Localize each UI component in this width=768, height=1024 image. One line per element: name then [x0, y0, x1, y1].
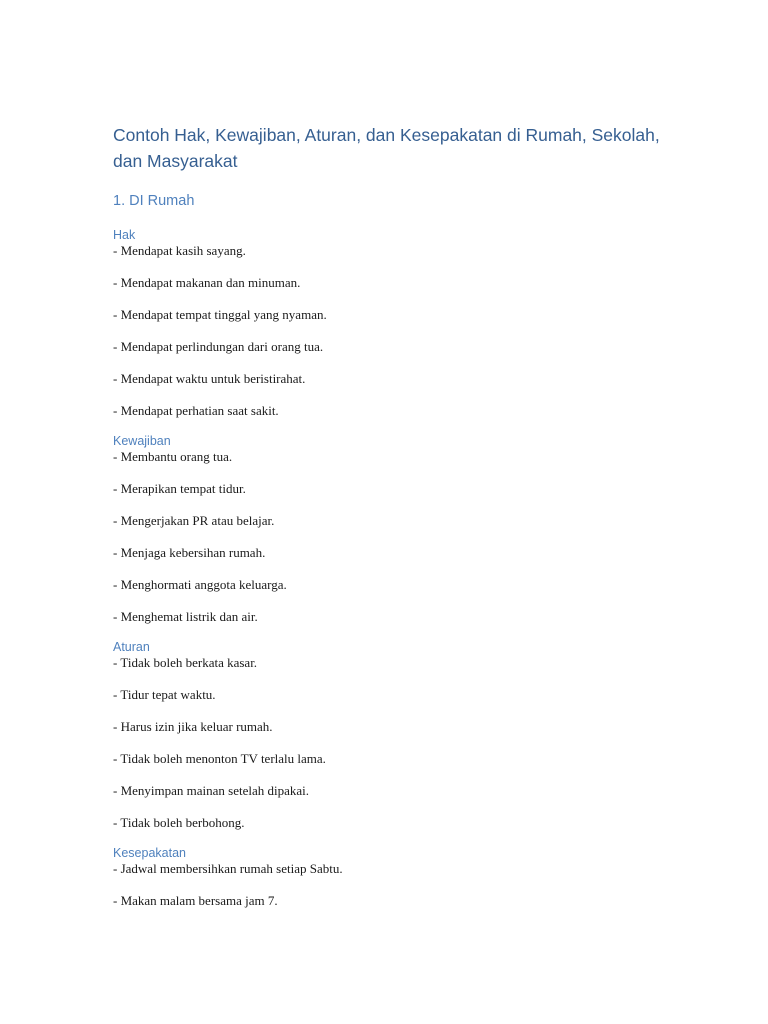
group-hak — [113, 227, 693, 419]
list-item: - Tidak boleh menonton TV terlalu lama. — [113, 751, 326, 766]
list-item: - Mendapat waktu untuk beristirahat. — [113, 371, 306, 386]
section-heading-di-rumah: 1. DI Rumah — [113, 193, 195, 209]
list-item: - Jadwal membersihkan rumah setiap Sabtu. — [113, 861, 343, 876]
list-item: - Tidak boleh berkata kasar. — [113, 655, 258, 670]
group-heading-aturan: Aturan — [113, 640, 150, 654]
list-item: - Menghemat listrik dan air. — [113, 609, 258, 624]
list-item: - Mengerjakan PR atau belajar. — [113, 513, 275, 528]
list-item: - Mendapat makanan dan minuman. — [113, 275, 301, 290]
list-item: - Mendapat kasih sayang. — [113, 243, 246, 258]
list-item: - Merapikan tempat tidur. — [113, 481, 246, 496]
list-item: - Menyimpan mainan setelah dipakai. — [113, 783, 310, 798]
list-kesepakatan — [113, 861, 693, 909]
document-title: Contoh Hak, Kewajiban, Aturan, dan Kesepakatan di Rumah, Sekolah, dan Masyarakat — [113, 125, 660, 171]
list-item: - Harus izin jika keluar rumah. — [113, 719, 273, 734]
list-item: - Tidur tepat waktu. — [113, 687, 216, 702]
group-kewajiban — [113, 433, 693, 625]
list-item: - Mendapat perhatian saat sakit. — [113, 403, 279, 418]
group-aturan — [113, 639, 693, 831]
group-heading-kewajiban: Kewajiban — [113, 434, 171, 448]
group-heading-kesepakatan: Kesepakatan — [113, 846, 186, 860]
list-kewajiban — [113, 449, 693, 625]
group-heading-hak: Hak — [113, 228, 136, 242]
document-page — [113, 122, 693, 909]
list-aturan — [113, 655, 693, 831]
list-item: - Mendapat perlindungan dari orang tua. — [113, 339, 324, 354]
list-item: - Menjaga kebersihan rumah. — [113, 545, 266, 560]
group-kesepakatan — [113, 845, 693, 909]
list-item: - Tidak boleh berbohong. — [113, 815, 245, 830]
list-hak — [113, 243, 693, 419]
list-item: - Menghormati anggota keluarga. — [113, 577, 287, 592]
list-item: - Mendapat tempat tinggal yang nyaman. — [113, 307, 327, 322]
list-item: - Makan malam bersama jam 7. — [113, 893, 278, 908]
list-item: - Membantu orang tua. — [113, 449, 233, 464]
